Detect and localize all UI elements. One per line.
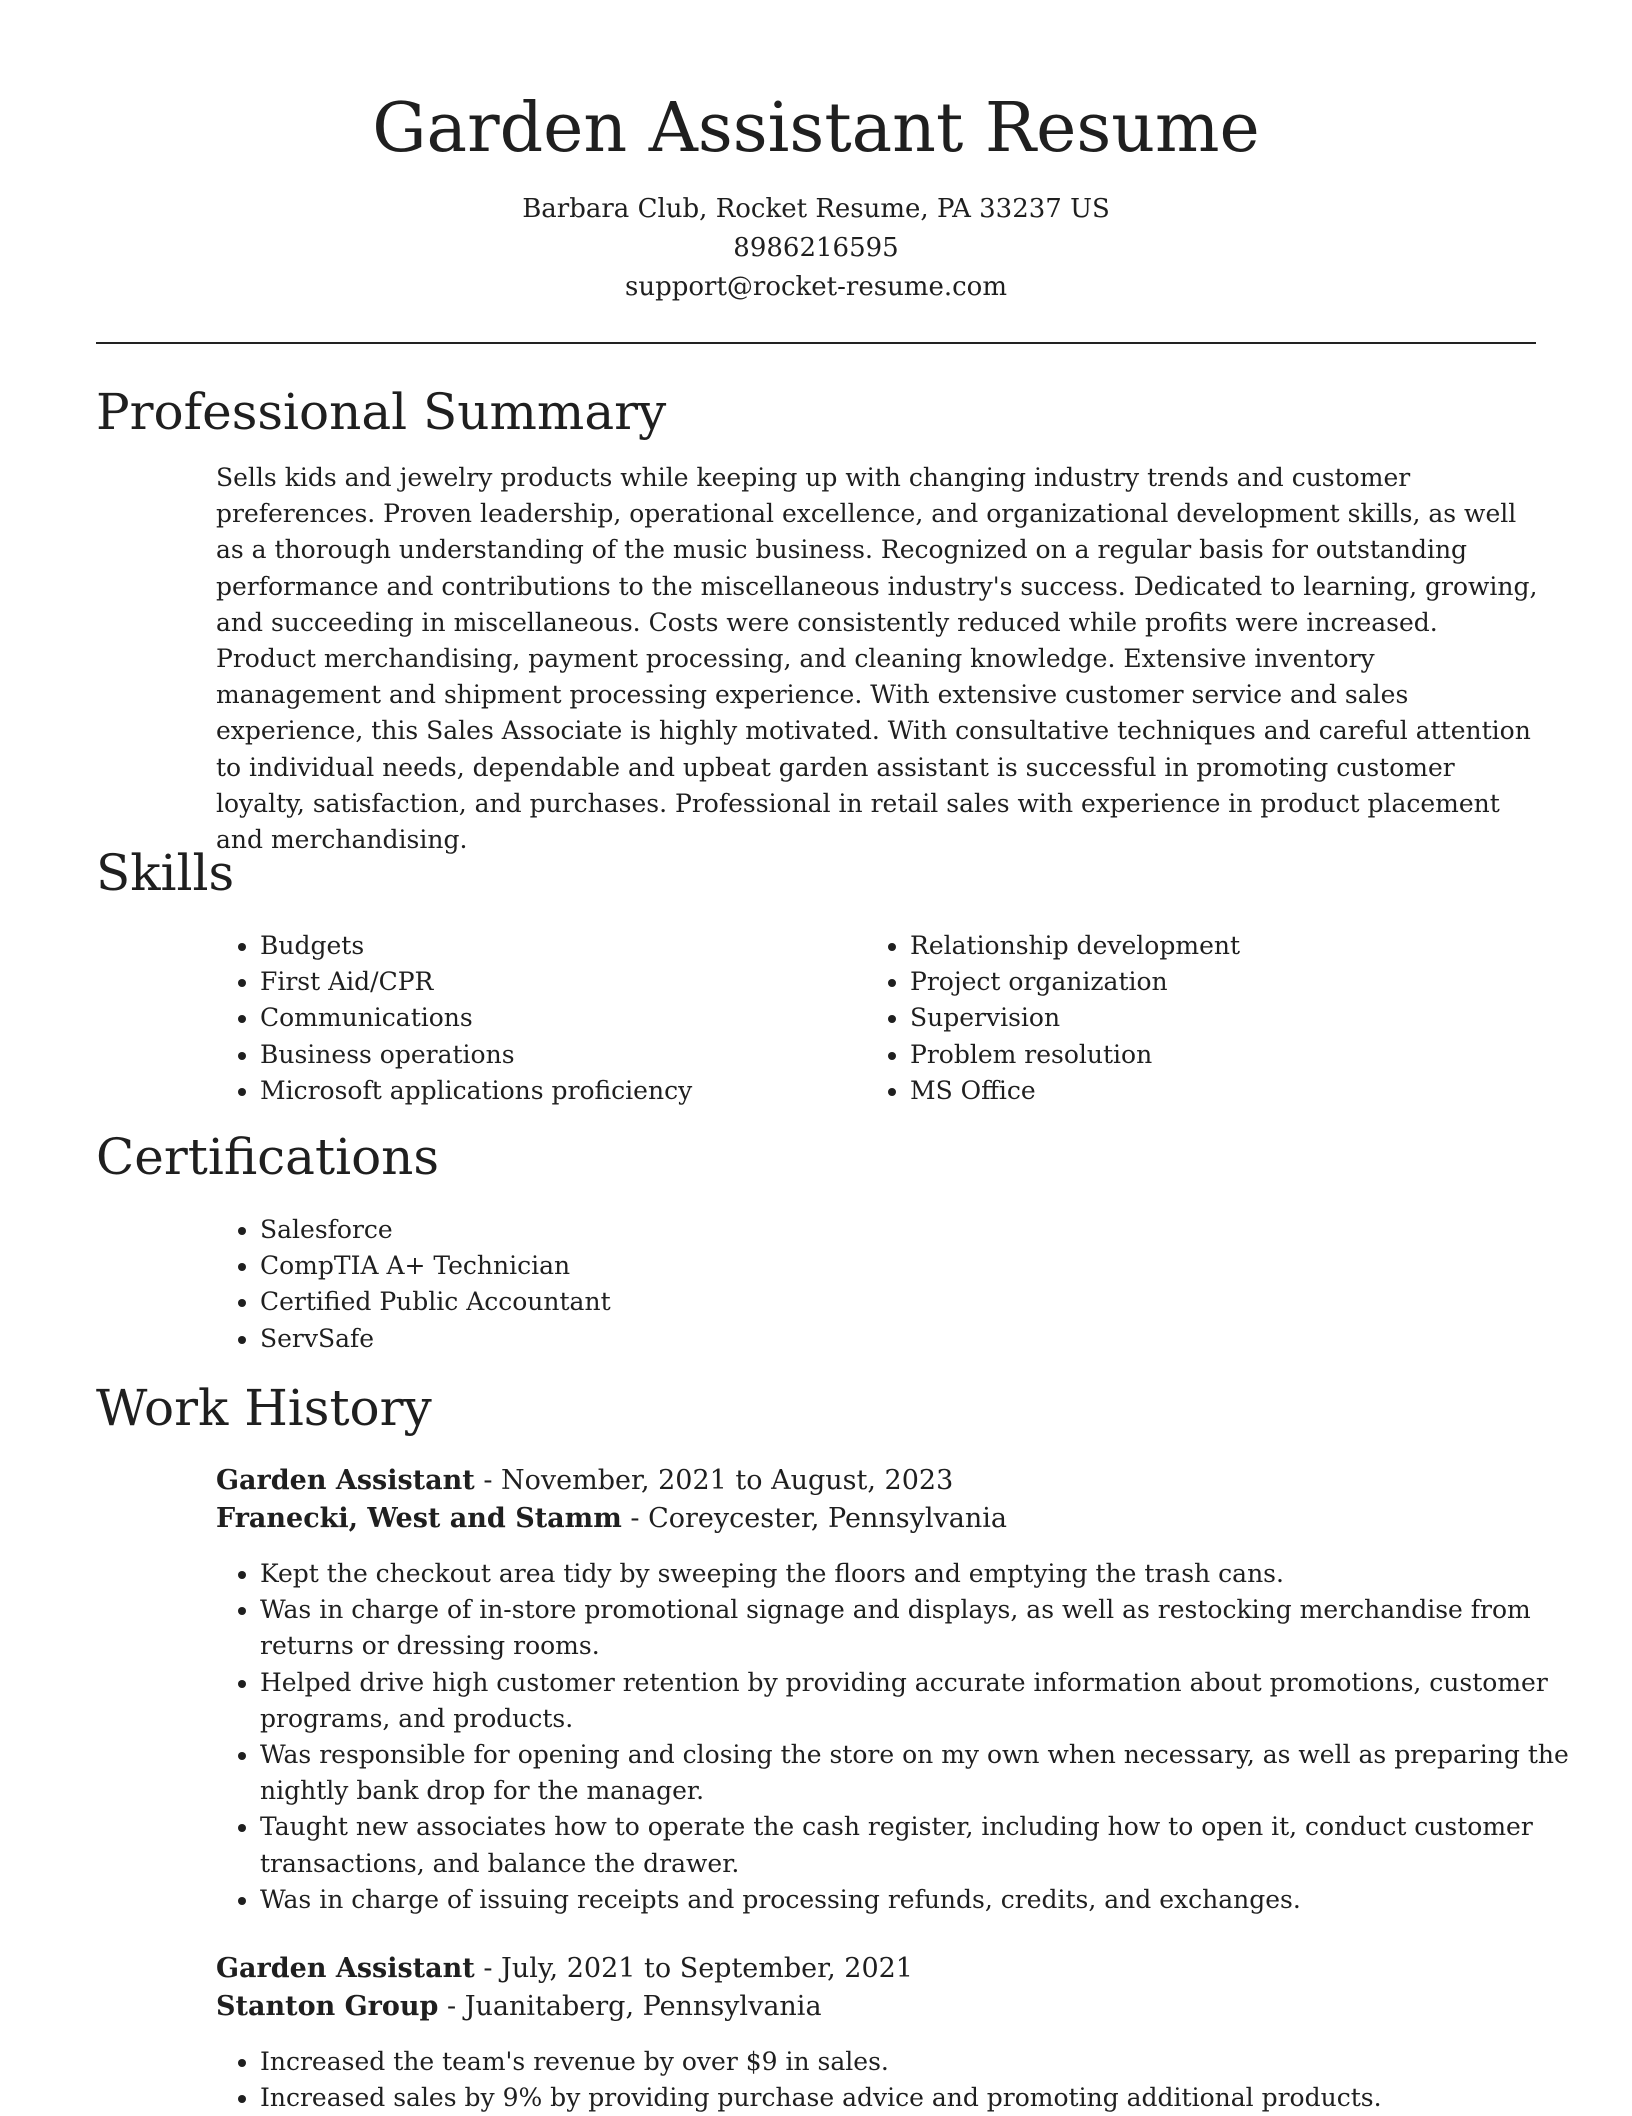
certification-item: • CompTIA A+ Technician (260, 1248, 1060, 1284)
job-title-line (216, 1462, 953, 1500)
skill-item: • Project organization (910, 964, 1550, 1000)
job-location: - Coreycester, Pennsylvania (621, 1503, 1007, 1534)
job-company-line (216, 1500, 1007, 1538)
job-duty-item: • Helped drive high customer retention by providing accurate information about promotions, customer programs, and products. (260, 1665, 1582, 1737)
skill-item: • Problem resolution (910, 1037, 1550, 1073)
job-company: Stanton Group (216, 1991, 439, 2022)
work-history-heading: Work History (96, 1379, 432, 1437)
contact-address: Barbara Club, Rocket Resume, PA 33237 US (522, 194, 1110, 224)
job-title: Garden Assistant (216, 1465, 475, 1496)
summary-heading: Professional Summary (96, 383, 667, 441)
job-duty-item: • Taught new associates how to operate the cash register, including how to open it, conduct customer transactions, and balance the drawer. (260, 1809, 1582, 1881)
header-divider (96, 342, 1536, 344)
skill-item: • Communications (260, 1000, 820, 1036)
job-duties-list (216, 2044, 1582, 2116)
job-duties-list (216, 1556, 1582, 1918)
job-location: - Juanitaberg, Pennsylvania (438, 1991, 822, 2022)
job-company-line (216, 1988, 822, 2026)
certification-item: • ServSafe (260, 1321, 1060, 1357)
job-duty-item: • Was in charge of issuing receipts and processing refunds, credits, and exchanges. (260, 1882, 1582, 1918)
skills-heading: Skills (96, 844, 235, 902)
job-duty-item: • Was responsible for opening and closing the store on my own when necessary, as well as preparing the nightly bank drop for the manager. (260, 1737, 1582, 1809)
skill-item: • Supervision (910, 1000, 1550, 1036)
contact-email: support@rocket-resume.com (624, 272, 1007, 302)
resume-title: Garden Assistant Resume (372, 89, 1260, 168)
job-company: Franecki, West and Stamm (216, 1503, 622, 1534)
skills-list-right (866, 928, 1550, 1109)
skill-item: • Microsoft applications proficiency (260, 1073, 820, 1109)
job-duty-item: • Increased the team's revenue by over $9 in sales. (260, 2044, 1582, 2080)
job-title: Garden Assistant (216, 1953, 475, 1984)
skill-item: • First Aid/CPR (260, 964, 820, 1000)
job-dates: - November, 2021 to August, 2023 (474, 1465, 954, 1496)
skills-list-left (216, 928, 820, 1109)
contact-block (0, 190, 1632, 307)
skill-item: • Budgets (260, 928, 820, 964)
job-duty-item: • Was in charge of in-store promotional signage and displays, as well as restocking merchandise from returns or dressing rooms. (260, 1592, 1582, 1664)
certification-item: • Salesforce (260, 1212, 1060, 1248)
skill-item: • Business operations (260, 1037, 820, 1073)
job-duty-item: • Increased sales by 9% by providing purchase advice and promoting additional products. (260, 2080, 1582, 2116)
job-dates: - July, 2021 to September, 2021 (474, 1953, 913, 1984)
certifications-list (216, 1212, 1060, 1357)
summary-text: Sells kids and jewelry products while keeping up with changing industry trends and customer preferences. Proven leadership, operational excellence, and organizational development skills, as well as a thorough understanding of the music business. Recognized on a regular basis for outstanding performance and contributions to the miscellaneous industry's success. Dedicated to learning, growing, and succeeding in miscellaneous. Costs were consistently reduced while profits were increased. Product merchandising, payment processing, and cleaning knowledge. Extensive inventory management and shipment processing experience. With extensive customer service and sales experience, this Sales Associate is highly motivated. With consultative techniques and careful attention to individual needs, dependable and upbeat garden assistant is successful in promoting customer loyalty, satisfaction, and purchases. Professional in retail sales with experience in product placement and merchandising. (216, 463, 1538, 855)
skill-item: • MS Office (910, 1073, 1550, 1109)
skill-item: • Relationship development (910, 928, 1550, 964)
contact-phone: 8986216595 (733, 233, 899, 263)
job-title-line (216, 1950, 913, 1988)
job-duty-item: • Kept the checkout area tidy by sweeping the floors and emptying the trash cans. (260, 1556, 1582, 1592)
certification-item: • Certified Public Accountant (260, 1284, 1060, 1320)
certifications-heading: Certifications (96, 1128, 440, 1186)
